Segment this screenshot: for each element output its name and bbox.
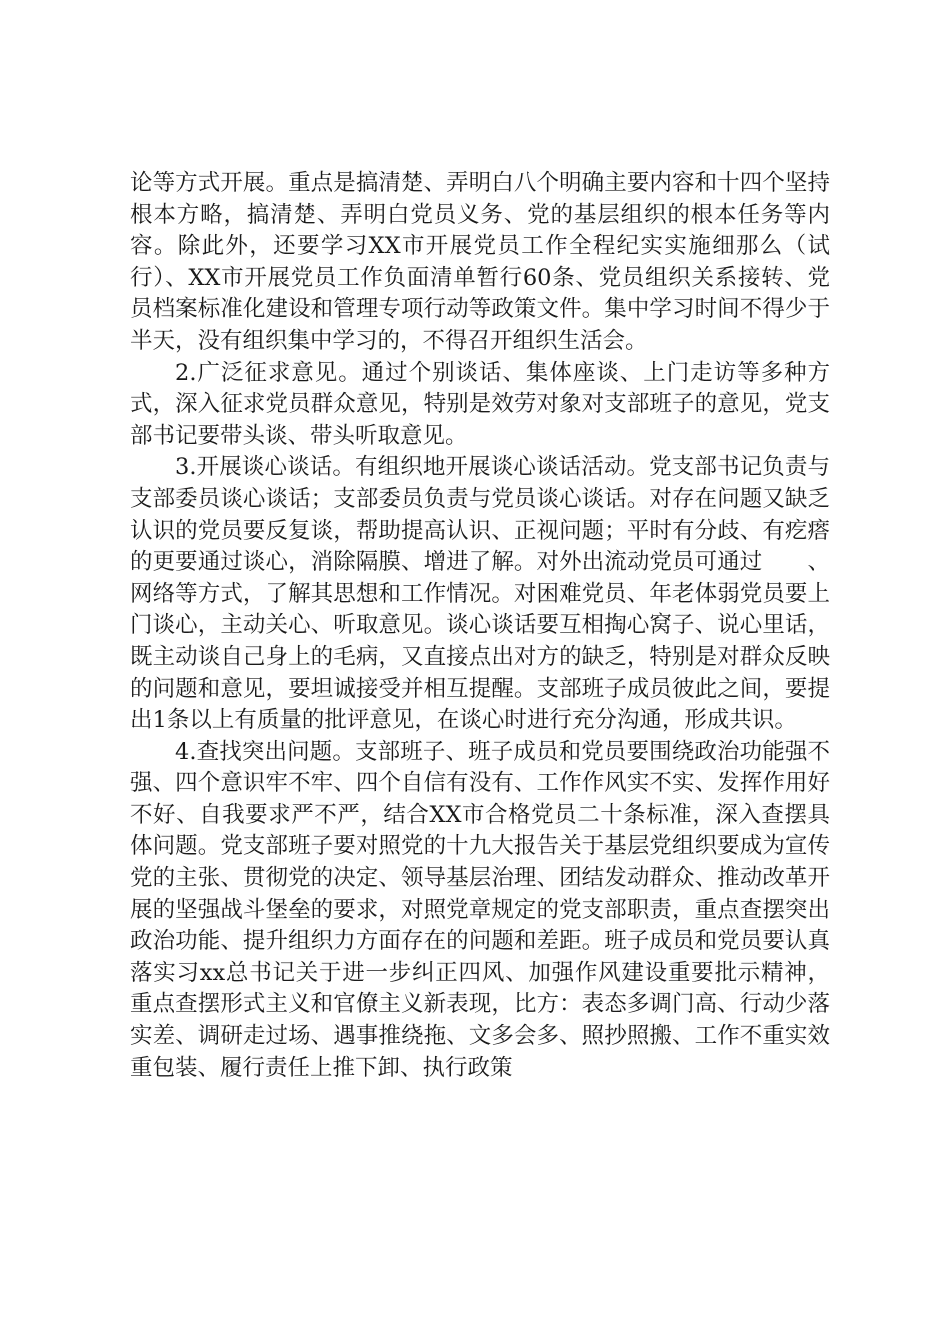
paragraph-heart-to-heart-talks: 3.开展谈心谈话。有组织地开展谈心谈话活动。党支部书记负责与支部委员谈心谈话；支部委员负责与党员谈心谈话。对存在问题又缺乏认识的党员要反复谈，帮助提高认识、正视问题；平时有分歧、有疙瘩的更要通过谈心，消除隔膜、增进了解。对外出流动党员可通过 、网络等方式，了解其思想和工作情况。对困难党员、年老体弱党员要上门谈心，主动关心、听取意见。谈心谈话要互相掏心窝子、说心里话，既主动谈自己身上的毛病，又直接点出对方的缺乏，特别是对群众反映的问题和意见，要坦诚接受并相互提醒。支部班子成员彼此之间，要提出1条以上有质量的批评意见，在谈心时进行充分沟通，形成共识。 (130, 454, 830, 734)
paragraph-solicit-opinions: 2.广泛征求意见。通过个别谈话、集体座谈、上门走访等多种方式，深入征求党员群众意见，特别是效劳对象对支部班子的意见，党支部书记要带头谈、带头听取意见。 (130, 359, 830, 449)
paragraph-find-problems: 4.查找突出问题。支部班子、班子成员和党员要围绕政治功能强不强、四个意识牢不牢、四个自信有没有、工作作风实不实、发挥作用好不好、自我要求严不严，结合XX市合格党员二十条标准，深入查摆具体问题。党支部班子要对照党的十九大报告关于基层党组织要成为宣传党的主张、贯彻党的决定、领导基层治理、团结发动群众、推动改革开展的坚强战斗堡垒的要求，对照党章规定的党支部职责，重点查摆突出政治功能、提升组织力方面存在的问题和差距。班子成员和党员要认真落实习xx总书记关于进一步纠正四风、加强作风建设重要批示精神，重点查摆形式主义和官僚主义新表现，比方：表态多调门高、行动少落实差、调研走过场、遇事推绕拖、文多会多、照抄照搬、工作不重实效重包装、履行责任上推下卸、执行政策 (130, 738, 830, 1081)
document-page (130, 168, 830, 1084)
paragraph-study: 论等方式开展。重点是搞清楚、弄明白八个明确主要内容和十四个坚持根本方略，搞清楚、弄明白党员义务、党的基层组织的根本任务等内容。除此外，还要学习XX市开展党员工作全程纪实实施细那么（试行）、XX市开展党员工作负面清单暂行60条、党员组织关系接转、党员档案标准化建设和管理专项行动等政策文件。集中学习时间不得少于半天，没有组织集中学习的，不得召开组织生活会。 (130, 170, 830, 354)
